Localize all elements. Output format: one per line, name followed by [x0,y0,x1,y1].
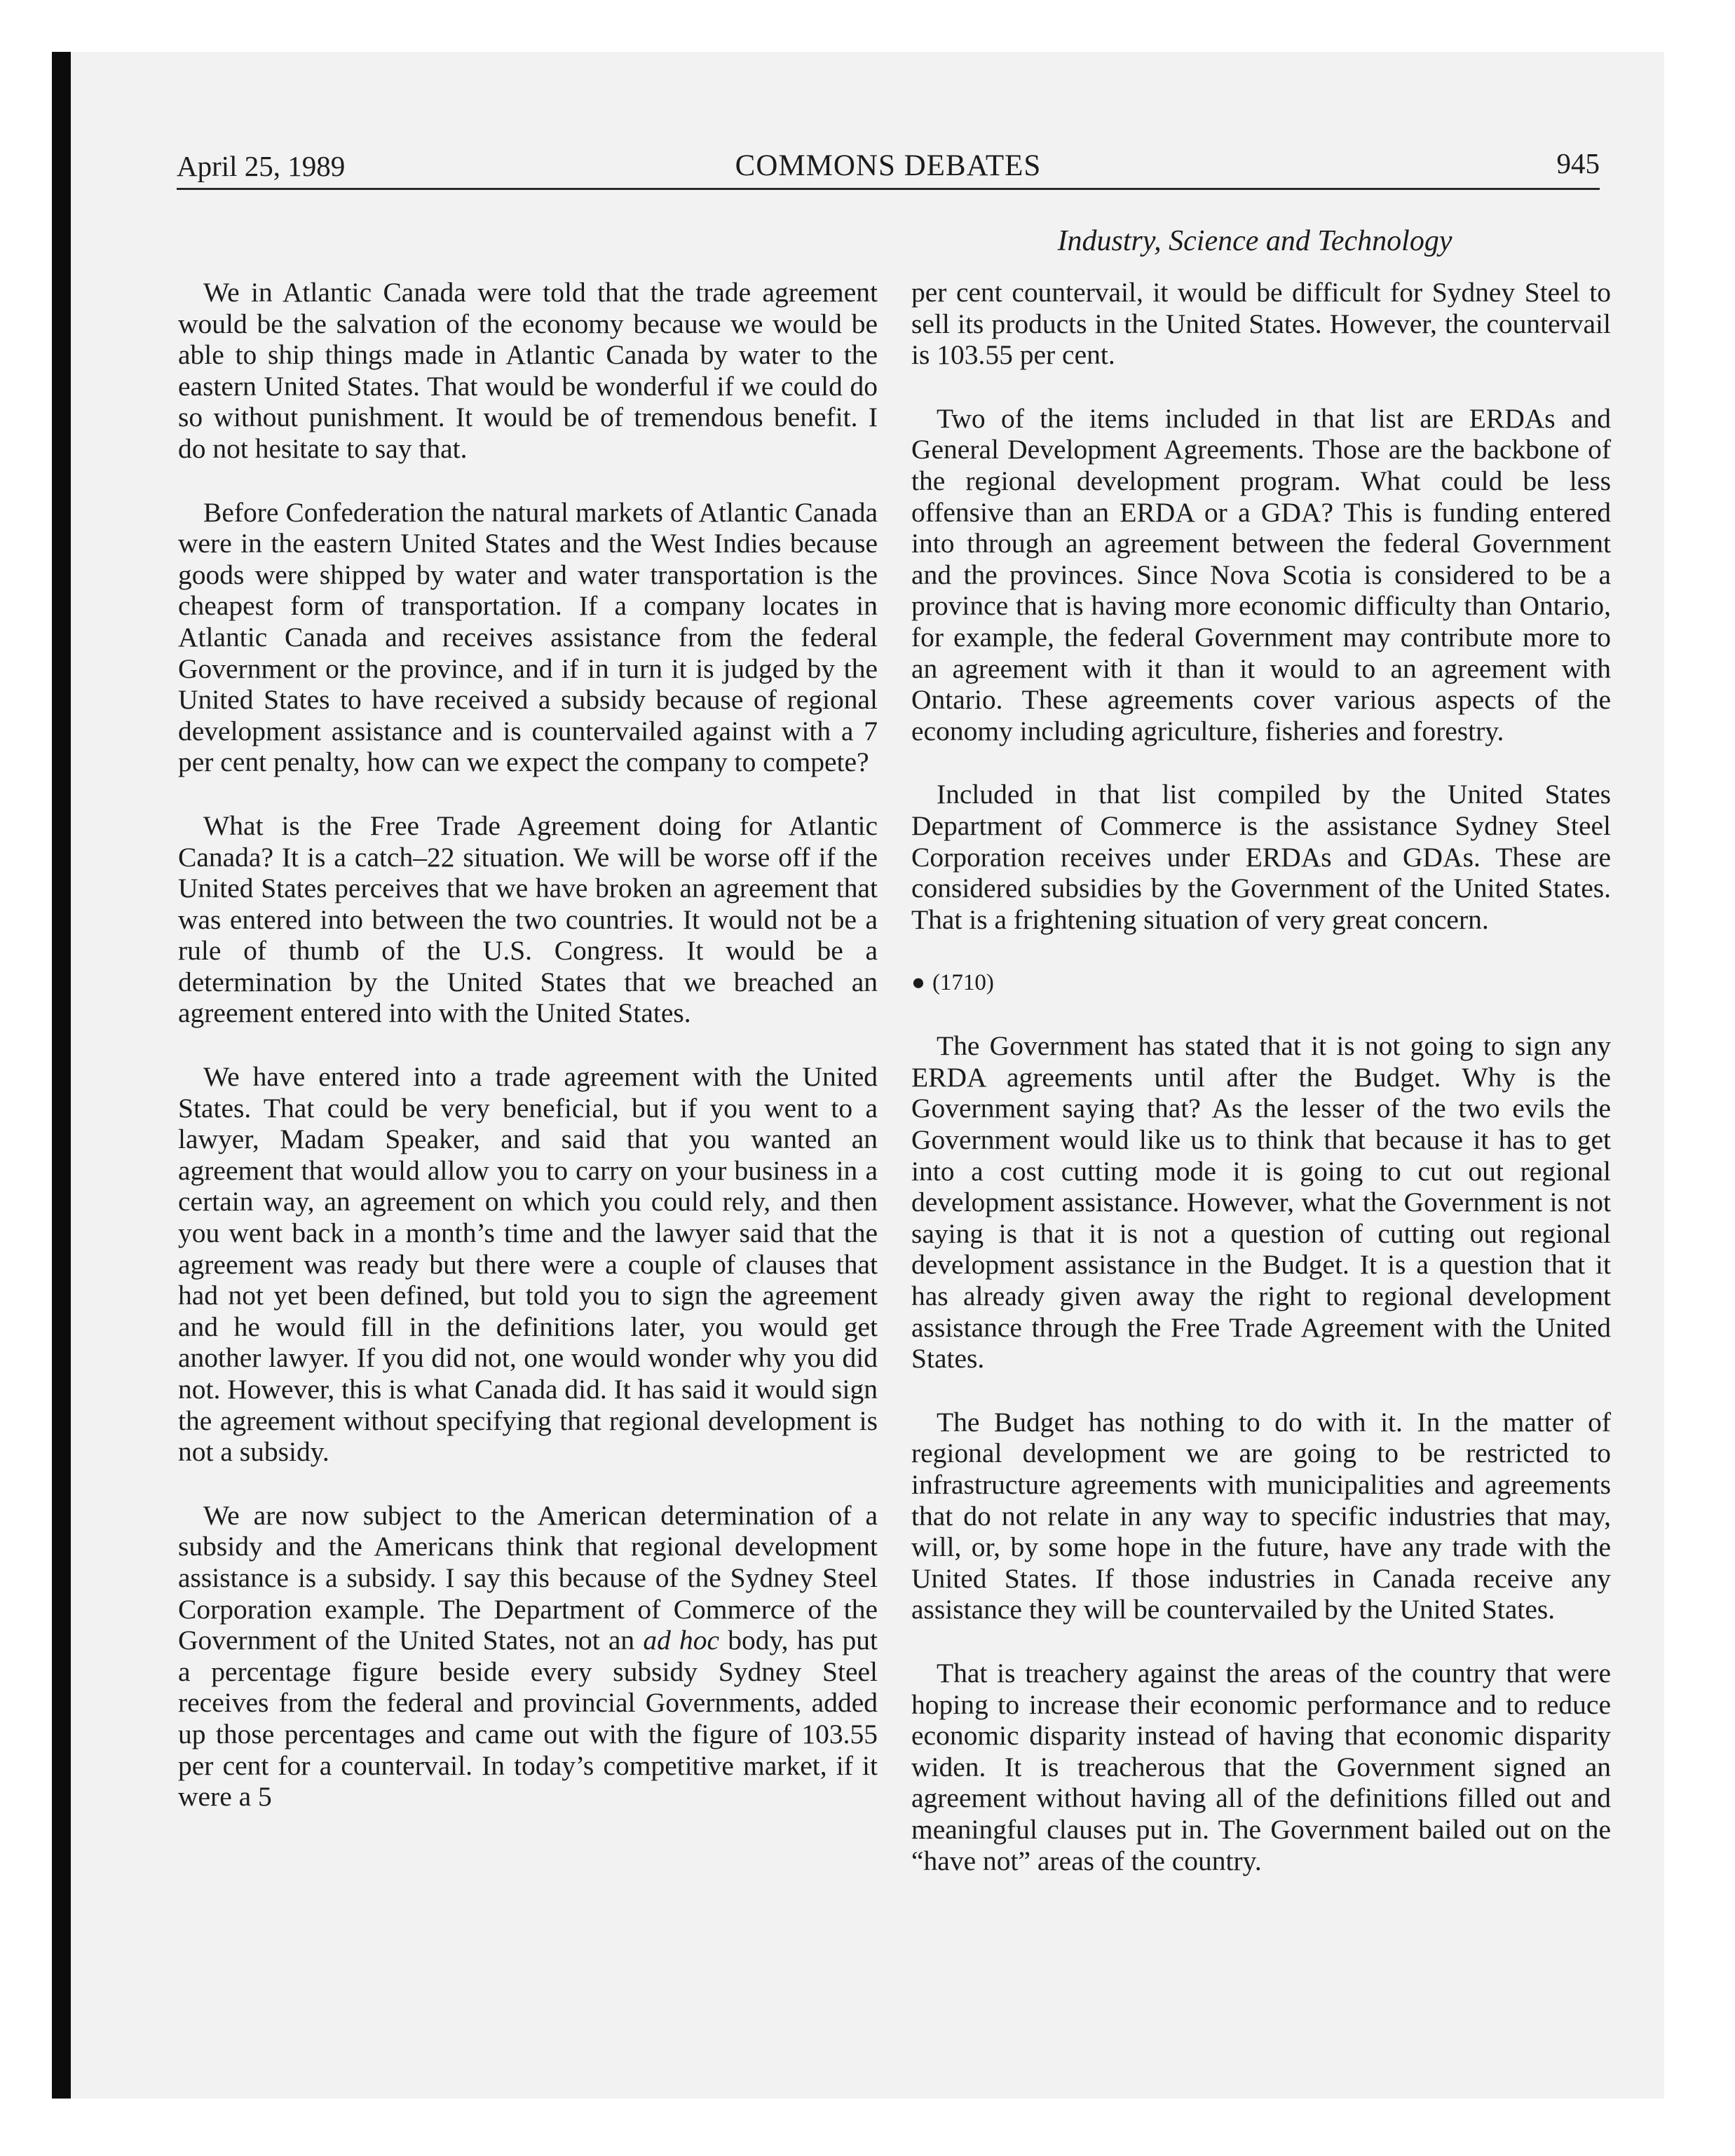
paragraph: We in Atlantic Canada were told that the trade agreement would be the salvation of the economy because we would be able to ship things made in Atlantic Canada by water to the eastern United States. That would be wonderful if we could do so without punishment. It would be of tremendous benefit. I do not hesitate to say that. [178,277,878,464]
header-date: April 25, 1989 [177,150,346,182]
binding-edge [52,52,71,2099]
header-journal-title: COMMONS DEBATES [735,149,1042,182]
section-title: Industry, Science and Technology [1057,225,1452,257]
paragraph: What is the Free Trade Agreement doing for Atlantic Canada? It is a catch–22 situation. We will be worse off if the United States perceives that we have broken an agreement that was entered into between the two countries. It would not be a rule of thumb of the U.S. Congress. It would be a determination by the United States that we breached an agreement entered into with the United States. [178,810,878,1029]
left-column [178,277,878,1845]
paragraph: The Government has stated that it is not going to sign any ERDA agreements until after the Budget. Why is the Government saying that? As the lesser of the two evils the Government would like us to think that because it has to get into a cost cutting mode it is going to cut out regional development assistance. However, what the Government is not saying is that it is not a question of cutting out regional development assistance in the Budget. It is a question that it has already given away the right to regional development assistance through the Free Trade Agreement with the United States. [911,1030,1611,1374]
running-head [177,144,1600,190]
paragraph [178,1500,878,1813]
paragraph: We have entered into a trade agreement with the United States. That could be very beneficial, but if you went to a lawyer, Madam Speaker, and said that you wanted an agreement that would allow you to carry on your business in a certain way, an agreement on which you could rely, and then you went back in a month’s time and the lawyer said that the agreement was ready but there were a couple of clauses that had not yet been defined, but told you to sign the agreement and he would fill in the definitions later, you would get another lawyer. If you did not, one would wonder why you did not. However, this is what Canada did. It has said it would sign the agreement without specifying that regional development is not a subsidy. [178,1061,878,1468]
paragraph: Two of the items included in that list are ERDAs and General Development Agreements. Those are the backbone of the regional development program. What could be less offensive than an ERDA or a GDA? This is funding entered into through an agreement between the federal Government and the provinces. Since Nova Scotia is considered to be a province that is having more economic difficulty than Ontario, for example, the federal Government may contribute more to an agreement with it than it would to an agreement with Ontario. These agreements cover various aspects of the economy including agriculture, fisheries and forestry. [911,402,1611,746]
paragraph: That is treachery against the areas of the country that were hoping to increase their economic performance and to reduce economic disparity instead of having that economic disparity widen. It is treacherous that the Government signed an agreement without having all of the definitions filled out and meaningful clauses put in. The Government bailed out on the “have not” areas of the country. [911,1657,1611,1876]
paragraph-text: body, has put a percentage figure beside every subsidy Sydney Steel receives from the federal and provincial Governments, added up those percentages and came out with the figure of 103.55 per cent for a countervail. In today’s competitive market, if it were a 5 [178,1625,878,1813]
paragraph: The Budget has nothing to do with it. In the matter of regional development we are going to be restricted to infrastructure agreements with municipalities and agreements that do not relate in any way to specific industries that may, will, or, by some hope in the future, have any trade with the United States. If those industries in Canada receive any assistance they will be countervailed by the United States. [911,1406,1611,1625]
continued-paragraph: per cent countervail, it would be difficult for Sydney Steel to sell its products in the United States. However, the countervail is 103.55 per cent. [911,277,1611,371]
time-marker-text: (1710) [932,970,994,996]
bullet-icon: ● [911,970,925,996]
paragraph-text: We are now subject to the American determination of a subsidy and the Americans think that regional development assistance is a subsidy. I say this because of the Sydney Steel Corporation example. The Department of Commerce of the Government of the United States, not an [178,1499,878,1656]
right-column [911,277,1611,1909]
latin-term: ad hoc [643,1625,720,1656]
header-page-number: 945 [1556,147,1600,179]
paragraph: Before Confederation the natural markets of Atlantic Canada were in the eastern United States and the West Indies because goods were shipped by water and water transportation is the cheapest form of transportation. If a company locates in Atlantic Canada and receives assistance from the federal Government or the province, and if in turn it is judged by the United States to have received a subsidy because of regional development assistance and is countervailed against with a 7 per cent penalty, how can we expect the company to compete? [178,496,878,778]
paragraph: Included in that list compiled by the United States Department of Commerce is the assistance Sydney Steel Corporation receives under ERDAs and GDAs. These are considered subsidies by the Government of the United States. That is a frightening situation of very great concern. [911,779,1611,935]
time-marker [911,967,1611,998]
